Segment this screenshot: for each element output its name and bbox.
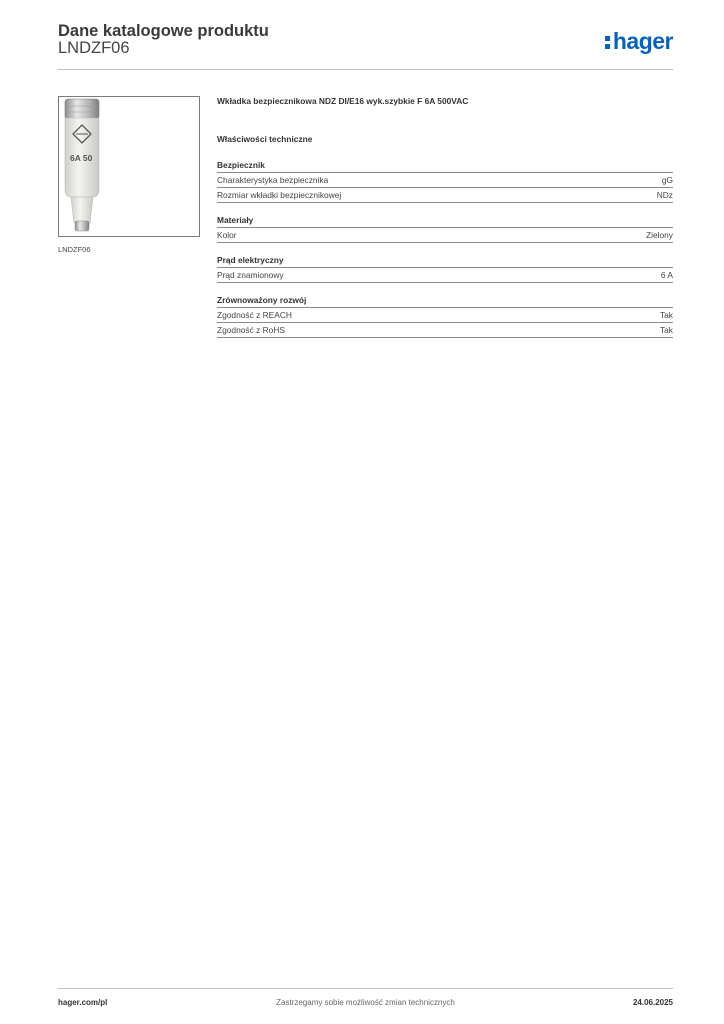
spec-row	[217, 308, 673, 323]
page-header	[58, 22, 673, 70]
image-caption: LNDZF06	[58, 245, 91, 254]
spec-label: Rozmiar wkładki bezpiecznikowej	[217, 190, 342, 200]
spec-label: Prąd znamionowy	[217, 270, 284, 280]
product-details	[217, 96, 673, 350]
page-footer	[58, 988, 673, 1019]
spec-label: Zgodność z RoHS	[217, 325, 285, 335]
spec-label: Kolor	[217, 230, 237, 240]
product-code: LNDZF06	[58, 39, 130, 57]
spec-value: gG	[661, 175, 673, 185]
spec-group-fuse	[217, 160, 673, 203]
group-title: Materiały	[217, 215, 673, 228]
spec-group-current	[217, 255, 673, 283]
spec-group-materials	[217, 215, 673, 243]
document-title: Dane katalogowe produktu	[58, 22, 269, 40]
spec-label: Charakterystyka bezpiecznika	[217, 175, 329, 185]
logo-wordmark: hager	[612, 27, 673, 54]
section-title: Właściwości techniczne	[217, 134, 313, 144]
spec-value: Tak	[659, 310, 673, 320]
spec-row	[217, 228, 673, 243]
logo-dots-icon	[605, 33, 610, 50]
spec-row	[217, 173, 673, 188]
spec-label: Zgodność z REACH	[217, 310, 292, 320]
group-title: Bezpiecznik	[217, 160, 673, 173]
spec-value: Tak	[659, 325, 673, 335]
disclaimer-text: Zastrzegamy sobie możliwość zmian technicznych	[276, 998, 455, 1007]
spec-group-sustainability	[217, 295, 673, 338]
group-title: Zrównoważony rozwój	[217, 295, 673, 308]
product-title: Wkładka bezpiecznikowa NDZ DI/E16 wyk.szybkie F 6A 500VAC	[217, 96, 469, 106]
fuse-cartridge-image	[59, 97, 199, 236]
product-image	[58, 96, 200, 237]
fuse-rating-label: 6A 50	[70, 153, 93, 163]
spec-row	[217, 323, 673, 338]
document-date: 24.06.2025	[632, 998, 673, 1007]
spec-row	[217, 188, 673, 203]
spec-row	[217, 268, 673, 283]
spec-value: Zielony	[646, 230, 673, 240]
spec-value: NDz	[656, 190, 673, 200]
hager-logo	[605, 28, 673, 54]
spec-value: 6 A	[660, 270, 673, 280]
website-link[interactable]: hager.com/pl	[58, 998, 108, 1007]
group-title: Prąd elektryczny	[217, 255, 673, 268]
